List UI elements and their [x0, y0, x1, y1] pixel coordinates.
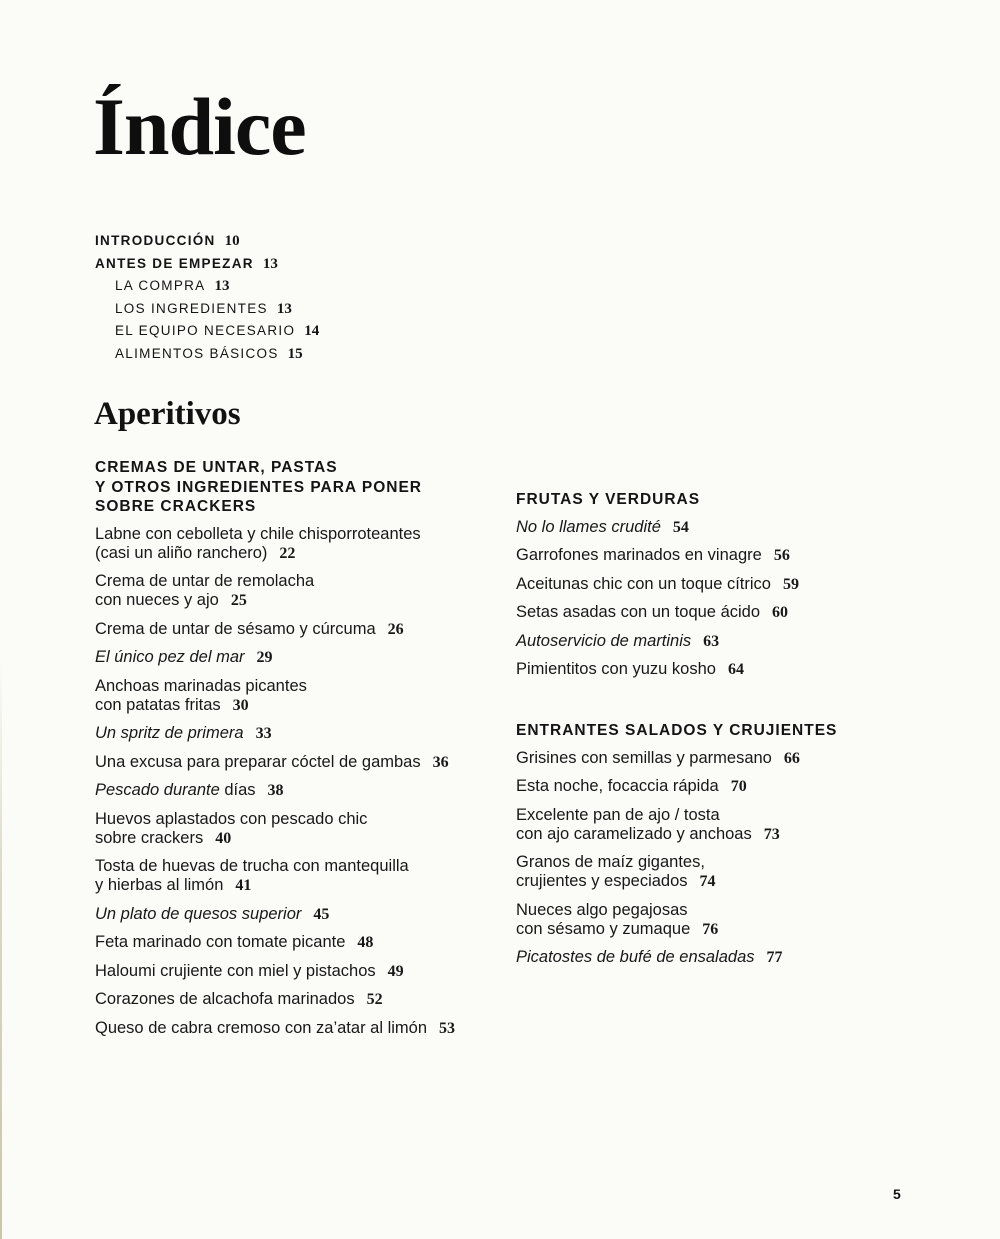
- toc-entry-label: Garrofones marinados en vinagre: [516, 546, 762, 564]
- toc-entry[interactable]: [95, 990, 495, 1009]
- toc-item-page: 10: [224, 233, 240, 249]
- toc-item-label: ANTES DE EMPEZAR: [95, 255, 254, 271]
- toc-entry[interactable]: [516, 749, 936, 768]
- toc-entry-label: Crema de untar de sésamo y cúrcuma: [95, 619, 376, 638]
- toc-item-los-ingredientes[interactable]: [95, 298, 515, 321]
- group-heading: FRUTAS Y VERDURAS: [516, 491, 701, 508]
- toc-entry-label: Excelente pan de ajo / tosta con ajo caramelizado y anchoas: [516, 805, 752, 843]
- toc-entry-page: 26: [387, 620, 404, 638]
- toc-entry[interactable]: [95, 933, 495, 952]
- toc-entry-label: Queso de cabra cremoso con za’atar al limón: [95, 1018, 427, 1037]
- toc-entry-label: Haloumi crujiente con miel y pistachos: [95, 961, 376, 980]
- toc-entry-label: El único pez del mar: [95, 648, 245, 666]
- toc-entry[interactable]: [516, 575, 936, 594]
- toc-group-frutas-y-verduras: [516, 490, 936, 689]
- toc-entry-page: 25: [230, 592, 247, 609]
- toc-entry-label: Tosta de huevas de trucha con mantequilla y hierbas al limón: [95, 857, 409, 894]
- toc-group-cremas: [95, 458, 495, 1047]
- toc-item-la-compra[interactable]: [95, 275, 515, 298]
- toc-entry-page: 60: [772, 604, 789, 621]
- toc-entry-label: Crema de untar de remolacha con nueces y ajo: [95, 572, 315, 609]
- toc-item-page: 13: [276, 300, 292, 317]
- toc-entry[interactable]: [516, 777, 936, 796]
- toc-entry[interactable]: [516, 603, 936, 622]
- toc-item-el-equipo-necesario[interactable]: [95, 320, 515, 343]
- toc-entry-label: Huevos aplastados con pescado chic sobre crackers: [95, 809, 368, 847]
- toc-item-antes-de-empezar[interactable]: [95, 253, 515, 276]
- toc-entry-label: Anchoas marinadas picantes con patatas fritas: [95, 676, 307, 714]
- toc-entry-page: 53: [439, 1019, 455, 1037]
- front-matter-list: [95, 230, 515, 366]
- toc-entry-page: 56: [773, 547, 790, 564]
- toc-entry-page: 70: [730, 778, 747, 795]
- toc-entry-label: Autoservicio de martinis: [516, 631, 692, 650]
- toc-entry-label: Corazones de alcachofa marinados: [95, 990, 355, 1008]
- toc-entry[interactable]: [95, 648, 495, 667]
- toc-entry-page: 45: [313, 905, 330, 923]
- toc-entry[interactable]: [516, 660, 936, 679]
- toc-entry[interactable]: [95, 753, 495, 772]
- toc-entry-page: 74: [699, 873, 716, 890]
- toc-entry-page: 73: [763, 825, 780, 843]
- toc-entry-label: Grisines con semillas y parmesano: [516, 748, 772, 767]
- toc-entry-page: 30: [232, 696, 249, 714]
- toc-entry-label: Setas asadas con un toque ácido: [516, 603, 761, 621]
- toc-entry-page: 48: [357, 934, 374, 951]
- toc-item-page: 13: [262, 255, 278, 272]
- toc-entry[interactable]: [95, 905, 495, 924]
- group-heading: ENTRANTES SALADOS Y CRUJIENTES: [516, 722, 838, 739]
- toc-entry-label: Pimientitos con yuzu kosho: [516, 660, 716, 678]
- section-title: Aperitivos: [94, 396, 241, 432]
- toc-entry[interactable]: [95, 810, 495, 848]
- toc-entry-page: 54: [672, 518, 689, 536]
- toc-entry-label: Picatostes de bufé de ensaladas: [516, 948, 755, 966]
- toc-entry-label: Pescado durante: [95, 781, 220, 799]
- toc-item-label: LA COMPRA: [115, 278, 206, 294]
- toc-entry-page: 64: [727, 661, 744, 678]
- toc-entry[interactable]: [95, 1019, 495, 1038]
- toc-entry-label: No lo llames crudité: [516, 517, 661, 536]
- toc-entry-label: Esta noche, focaccia rápida: [516, 777, 719, 795]
- toc-entry-label: Una excusa para preparar cóctel de gambas: [95, 752, 421, 771]
- group-heading: CREMAS DE UNTAR, PASTAS Y OTROS INGREDIENTES PARA PONER SOBRE CRACKERS: [95, 459, 422, 515]
- toc-entry-label: Granos de maíz gigantes, crujientes y especiados: [516, 853, 705, 890]
- toc-item-alimentos-basicos[interactable]: [95, 343, 515, 366]
- toc-entry[interactable]: [95, 677, 495, 715]
- toc-entry[interactable]: [95, 525, 495, 563]
- toc-entry-label: Feta marinado con tomate picante: [95, 933, 346, 951]
- toc-entry[interactable]: [95, 572, 495, 610]
- toc-entry-label: Un spritz de primera: [95, 724, 244, 742]
- toc-entry[interactable]: [95, 620, 495, 639]
- toc-entry[interactable]: [95, 781, 495, 800]
- toc-entry[interactable]: [516, 853, 936, 891]
- toc-entry[interactable]: [516, 806, 936, 844]
- toc-entry-label-rest: días: [219, 781, 256, 799]
- toc-entry-page: 49: [387, 962, 404, 980]
- toc-entry[interactable]: [95, 724, 495, 743]
- toc-entry-page: 41: [235, 877, 252, 894]
- page-number: 5: [893, 1186, 901, 1202]
- toc-entry-page: 33: [255, 725, 272, 742]
- toc-entry-page: 38: [267, 782, 284, 799]
- toc-entry-page: 29: [256, 649, 273, 666]
- toc-group-entrantes: [516, 721, 936, 977]
- entry-list: [95, 525, 495, 1038]
- toc-item-label: EL EQUIPO NECESARIO: [115, 323, 296, 339]
- toc-item-page: 14: [304, 323, 320, 340]
- entry-list: [516, 749, 936, 968]
- toc-entry[interactable]: [95, 857, 495, 895]
- page-title: Índice: [93, 81, 306, 172]
- toc-entry[interactable]: [95, 962, 495, 981]
- toc-entry-page: 63: [703, 632, 720, 650]
- toc-entry-page: 76: [702, 920, 719, 938]
- toc-entry-page: 59: [782, 575, 799, 593]
- entry-list: [516, 518, 936, 680]
- toc-item-page: 15: [287, 345, 303, 362]
- toc-entry-page: 66: [783, 749, 800, 767]
- toc-entry-page: 52: [366, 991, 383, 1008]
- toc-entry[interactable]: [516, 632, 936, 651]
- toc-item-label: LOS INGREDIENTES: [115, 300, 268, 316]
- toc-entry[interactable]: [516, 518, 936, 537]
- toc-entry-page: 40: [215, 829, 232, 847]
- toc-entry[interactable]: [516, 901, 936, 939]
- toc-entry-label: Un plato de quesos superior: [95, 904, 302, 923]
- toc-entry-label: Aceitunas chic con un toque cítrico: [516, 574, 771, 593]
- toc-entry[interactable]: [516, 546, 936, 565]
- toc-entry-page: 22: [279, 544, 296, 562]
- toc-entry-label: Nueces algo pegajosas con sésamo y zumaque: [516, 900, 691, 938]
- toc-item-label: INTRODUCCIÓN: [95, 233, 216, 248]
- toc-entry-page: 36: [432, 753, 449, 771]
- toc-entry-page: 77: [766, 949, 783, 966]
- page-edge: [0, 660, 2, 1239]
- toc-entry[interactable]: [516, 948, 936, 967]
- toc-item-page: 13: [214, 278, 230, 295]
- toc-item-introduccion[interactable]: [95, 230, 515, 253]
- toc-item-label: ALIMENTOS BÁSICOS: [115, 345, 279, 361]
- toc-entry-label: Labne con cebolleta y chile chisporroteantes (casi un aliño ranchero): [95, 524, 421, 562]
